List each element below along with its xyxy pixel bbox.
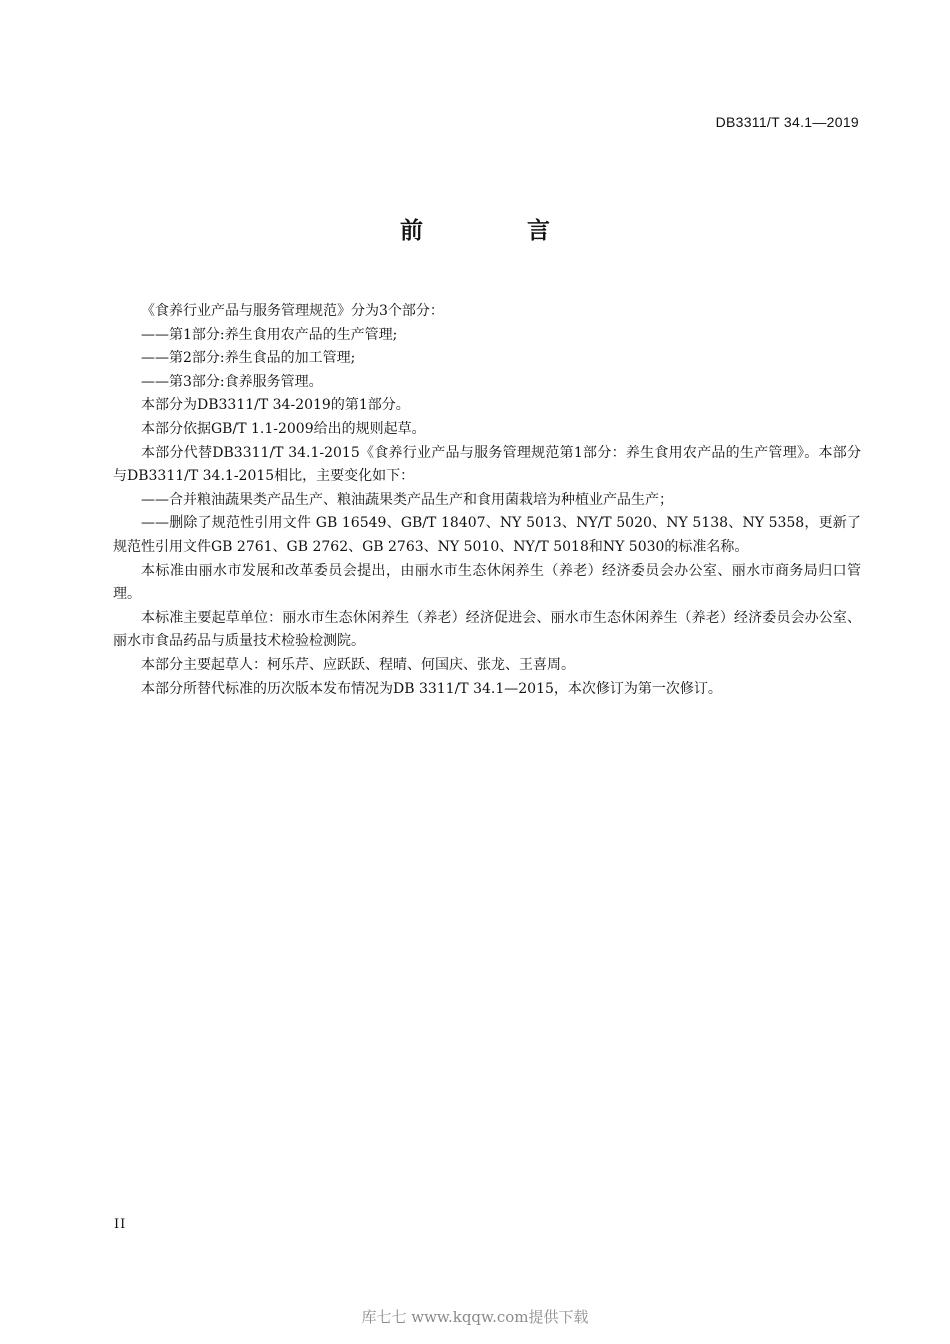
paragraph: 本部分所替代标准的历次版本发布情况为DB 3311/T 34.1—2015，本次修订为第一次修订。 <box>141 680 722 697</box>
paragraph: ——删除了规范性引用文件 GB 16549、GB/T 18407、NY 5013、NY/T 5020、NY 5138、NY 5358，更新了规范性引用文件GB 2761、GB 2762、GB 2763、NY 5010、NY/T 5018和NY 5030的标准名称。 <box>113 515 861 555</box>
paragraph: 本部分依据GB/T 1.1-2009给出的规则起草。 <box>141 420 426 437</box>
page-number: II <box>114 1217 127 1232</box>
page-title: 前 言 <box>399 218 598 244</box>
paragraph: 《食养行业产品与服务管理规范》分为3个部分： <box>141 303 444 319</box>
paragraph: 本部分为DB3311/T 34-2019的第1部分。 <box>141 397 410 414</box>
download-watermark: 库七七 www.kqqw.com提供下载 <box>361 1308 589 1326</box>
paragraph: ——合并粮油蔬果类产品生产、粮油蔬果类产品生产和食用菌栽培为种植业产品生产； <box>141 491 673 508</box>
paragraph: 本标准主要起草单位：丽水市生态休闲养生（养老）经济促进会、丽水市生态休闲养生（养老）经济委员会办公室、丽水市食品药品与质量技术检验检测院。 <box>113 609 861 650</box>
foreword-body <box>113 300 861 701</box>
paragraph: 本部分主要起草人：柯乐芹、应跃跃、程晴、何国庆、张龙、王喜周。 <box>141 656 575 673</box>
paragraph: 本标准由丽水市发展和改革委员会提出，由丽水市生态休闲养生（养老）经济委员会办公室、丽水市商务局归口管理。 <box>113 562 861 603</box>
paragraph: ——第1部分:养生食用农产品的生产管理; <box>141 326 398 343</box>
paragraph: ——第2部分:养生食品的加工管理; <box>141 350 356 367</box>
paragraph: 本部分代替DB3311/T 34.1-2015《食养行业产品与服务管理规范第1部分：养生食用农产品的生产管理》。本部分与DB3311/T 34.1-2015相比，主要变化如下： <box>113 444 861 485</box>
paragraph: ——第3部分:食养服务管理。 <box>141 373 323 390</box>
standard-code: DB3311/T 34.1—2019 <box>715 114 859 130</box>
